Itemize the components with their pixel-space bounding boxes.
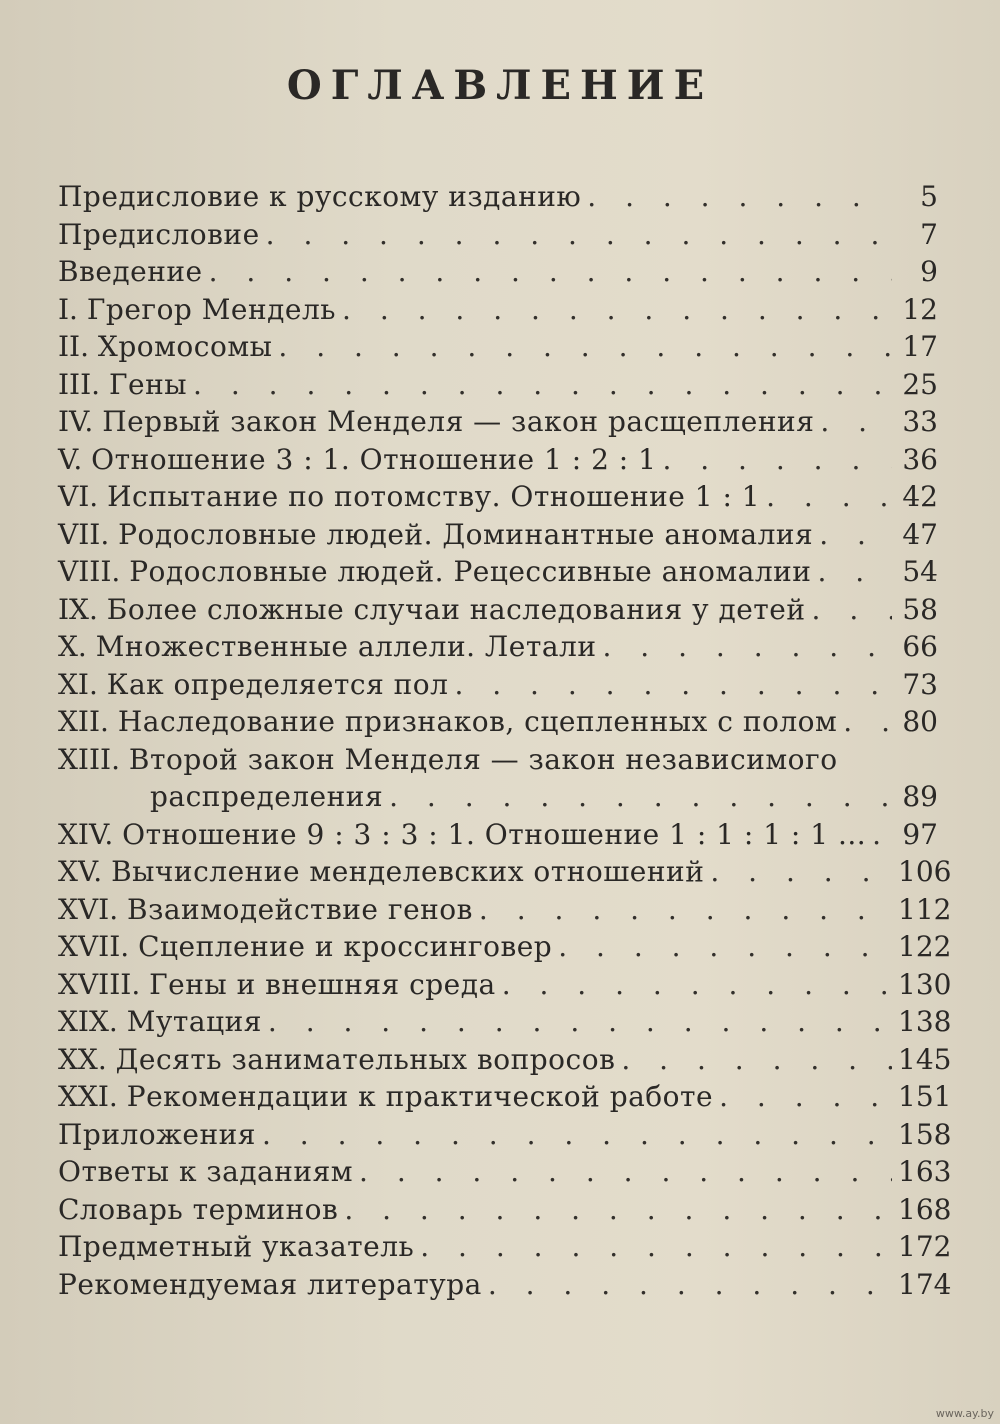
- chapter-number: VI.: [58, 480, 108, 513]
- toc-entry: [58, 403, 938, 441]
- toc-entry: [58, 1116, 952, 1154]
- entry-title: Предметный указатель: [58, 1230, 415, 1263]
- dot-leader: [603, 628, 893, 666]
- page-number: 172: [898, 1230, 952, 1263]
- page-number: 9: [920, 255, 938, 288]
- dot-leader: [817, 553, 892, 591]
- chapter-number: II.: [58, 330, 98, 363]
- toc-entry: [58, 1003, 952, 1041]
- entry-title: Ответы к заданиям: [58, 1155, 354, 1188]
- toc-entry: [58, 178, 938, 216]
- page-number: 7: [920, 217, 938, 251]
- page-number: 130: [898, 967, 952, 1001]
- toc-entry: [58, 891, 952, 929]
- dot-leader: [193, 366, 892, 404]
- toc-list: [58, 178, 952, 1303]
- page-title: ОГЛАВЛЕНИЕ: [286, 62, 714, 109]
- entry-title: Первый закон Менделя — закон расщепления: [102, 405, 815, 438]
- dot-leader: [819, 516, 892, 554]
- page-number: 145: [898, 1042, 952, 1076]
- chapter-number: XIX.: [58, 1005, 127, 1038]
- entry-title: Мутация: [126, 1005, 262, 1038]
- entry-title: Рекомендации к практической работе: [126, 1080, 714, 1113]
- chapter-number: XVIII.: [58, 967, 150, 1001]
- entry-title: Сцепление и кроссинговер: [138, 930, 553, 963]
- entry-title: Гены: [108, 367, 188, 401]
- dot-leader: [587, 178, 892, 216]
- toc-entry: [58, 778, 938, 816]
- chapter-number: XI.: [58, 667, 107, 701]
- dot-leader: [843, 703, 892, 741]
- entry-title: Словарь терминов: [58, 1192, 339, 1226]
- chapter-number: IX.: [58, 592, 107, 626]
- chapter-number: XVII.: [58, 930, 139, 963]
- chapter-number: XIV.: [58, 817, 123, 851]
- entry-title: Приложения: [58, 1117, 256, 1151]
- page-number: 174: [898, 1267, 952, 1301]
- entry-title: Предисловие к русскому изданию: [58, 180, 582, 213]
- dot-leader: [710, 853, 892, 891]
- page-number: 97: [902, 817, 938, 851]
- dot-leader: [766, 478, 892, 516]
- page-number: 163: [898, 1155, 952, 1188]
- entry-title: Родословные людей. Доминантные аномалия: [118, 517, 814, 551]
- entry-title: Хромосомы: [97, 330, 273, 363]
- entry-title: Вычисление менделевских отношений: [111, 855, 705, 888]
- toc-entry: [58, 291, 938, 329]
- page-number: 36: [902, 442, 938, 476]
- watermark: www.ay.by: [935, 1407, 994, 1420]
- toc-entry: [58, 1266, 952, 1304]
- entry-title: Предисловие: [58, 217, 260, 251]
- page-number: 89: [902, 780, 938, 813]
- dot-leader: [502, 966, 892, 1004]
- toc-entry: [58, 591, 938, 629]
- dot-leader: [342, 291, 892, 329]
- toc-entry: [58, 1078, 952, 1116]
- chapter-number: IV.: [58, 405, 103, 438]
- dot-leader: [872, 816, 892, 854]
- entry-title: Как определяется пол: [106, 667, 449, 701]
- dot-leader: [812, 591, 892, 629]
- page-number: 17: [902, 330, 938, 363]
- dot-leader: [558, 928, 892, 966]
- entry-title: Второй закон Менделя — закон независимого: [128, 742, 838, 776]
- toc-entry: [58, 253, 938, 291]
- entry-title: Отношение 3 : 1. Отношение 1 : 2 : 1: [91, 442, 657, 476]
- toc-entry: [58, 366, 938, 404]
- chapter-number: I.: [58, 292, 87, 326]
- toc-entry: [58, 853, 952, 891]
- page-number: 47: [902, 517, 938, 551]
- dot-leader: [359, 1153, 892, 1191]
- entry-title: Испытание по потомству. Отношение 1 : 1: [107, 480, 761, 513]
- toc-entry: [58, 478, 938, 516]
- page-number: 168: [898, 1192, 952, 1226]
- toc-entry: [58, 1191, 952, 1229]
- dot-leader: [278, 328, 892, 366]
- dot-leader: [420, 1228, 892, 1266]
- chapter-number: XII.: [58, 705, 118, 738]
- dot-leader: [389, 778, 892, 816]
- chapter-number: XV.: [58, 855, 112, 888]
- page-number: 42: [902, 480, 938, 513]
- toc-entry: [58, 1153, 952, 1191]
- dot-leader: [209, 253, 892, 291]
- page-number: 58: [902, 592, 938, 626]
- entry-title: распределения: [150, 780, 384, 813]
- toc-entry: [58, 928, 952, 966]
- toc-entry: [58, 703, 938, 741]
- chapter-number: XIII.: [58, 742, 129, 776]
- page-number: 54: [902, 555, 938, 588]
- entry-title: Введение: [58, 255, 203, 288]
- dot-leader: [479, 891, 892, 929]
- entry-title: Множественные аллели. Летали: [95, 630, 597, 663]
- dot-leader: [262, 1116, 892, 1154]
- page-number: 5: [920, 180, 938, 213]
- entry-title: Отношение 9 : 3 : 3 : 1. Отношение 1 : 1 : 1 : 1 ...: [122, 817, 867, 851]
- toc-entry: [58, 741, 938, 779]
- dot-leader: [719, 1078, 892, 1116]
- toc-entry: [58, 516, 938, 554]
- page-number: 112: [898, 892, 952, 926]
- entry-title: Рекомендуемая литература: [58, 1267, 482, 1301]
- chapter-number: XVI.: [58, 892, 128, 926]
- chapter-number: V.: [58, 442, 92, 476]
- page-number: 80: [902, 705, 938, 738]
- toc-entry: [58, 666, 938, 704]
- page-number: 151: [898, 1080, 952, 1113]
- page-number: 25: [902, 367, 938, 401]
- toc-entry: [58, 966, 952, 1004]
- entry-title: Десять занимательных вопросов: [115, 1042, 616, 1076]
- entry-title: Взаимодействие генов: [127, 892, 473, 926]
- entry-title: Более сложные случаи наследования у детей: [106, 592, 806, 626]
- page-number: 73: [902, 667, 938, 701]
- page-number: 66: [902, 630, 938, 663]
- toc-entry: [58, 553, 938, 591]
- toc-entry: [58, 1228, 952, 1266]
- dot-leader: [662, 441, 892, 479]
- page-number: 106: [898, 855, 952, 888]
- entry-title: Наследование признаков, сцепленных с полом: [117, 705, 838, 738]
- dot-leader: [454, 666, 892, 704]
- toc-entry: [58, 216, 938, 254]
- dot-leader: [266, 216, 892, 254]
- chapter-number: XXI.: [58, 1080, 127, 1113]
- dot-leader: [344, 1191, 892, 1229]
- entry-title: Гены и внешняя среда: [149, 967, 496, 1001]
- chapter-number: X.: [58, 630, 96, 663]
- page-number: 158: [898, 1117, 952, 1151]
- dot-leader: [820, 403, 892, 441]
- dot-leader: [621, 1041, 892, 1079]
- chapter-number: VIII.: [58, 555, 130, 588]
- page-number: 12: [902, 292, 938, 326]
- toc-entry: [58, 1041, 952, 1079]
- toc-entry: [58, 816, 938, 854]
- toc-entry: [58, 328, 938, 366]
- toc-entry: [58, 441, 938, 479]
- dot-leader: [488, 1266, 892, 1304]
- chapter-number: XX.: [58, 1042, 116, 1076]
- entry-title: Родословные людей. Рецессивные аномалии: [129, 555, 812, 588]
- dot-leader: [268, 1003, 892, 1041]
- page-number: 33: [902, 405, 938, 438]
- page-number: 138: [898, 1005, 952, 1038]
- chapter-number: VII.: [58, 517, 119, 551]
- toc-entry: [58, 628, 938, 666]
- page-number: 122: [898, 930, 952, 963]
- entry-title: Грегор Мендель: [86, 292, 337, 326]
- chapter-number: III.: [58, 367, 109, 401]
